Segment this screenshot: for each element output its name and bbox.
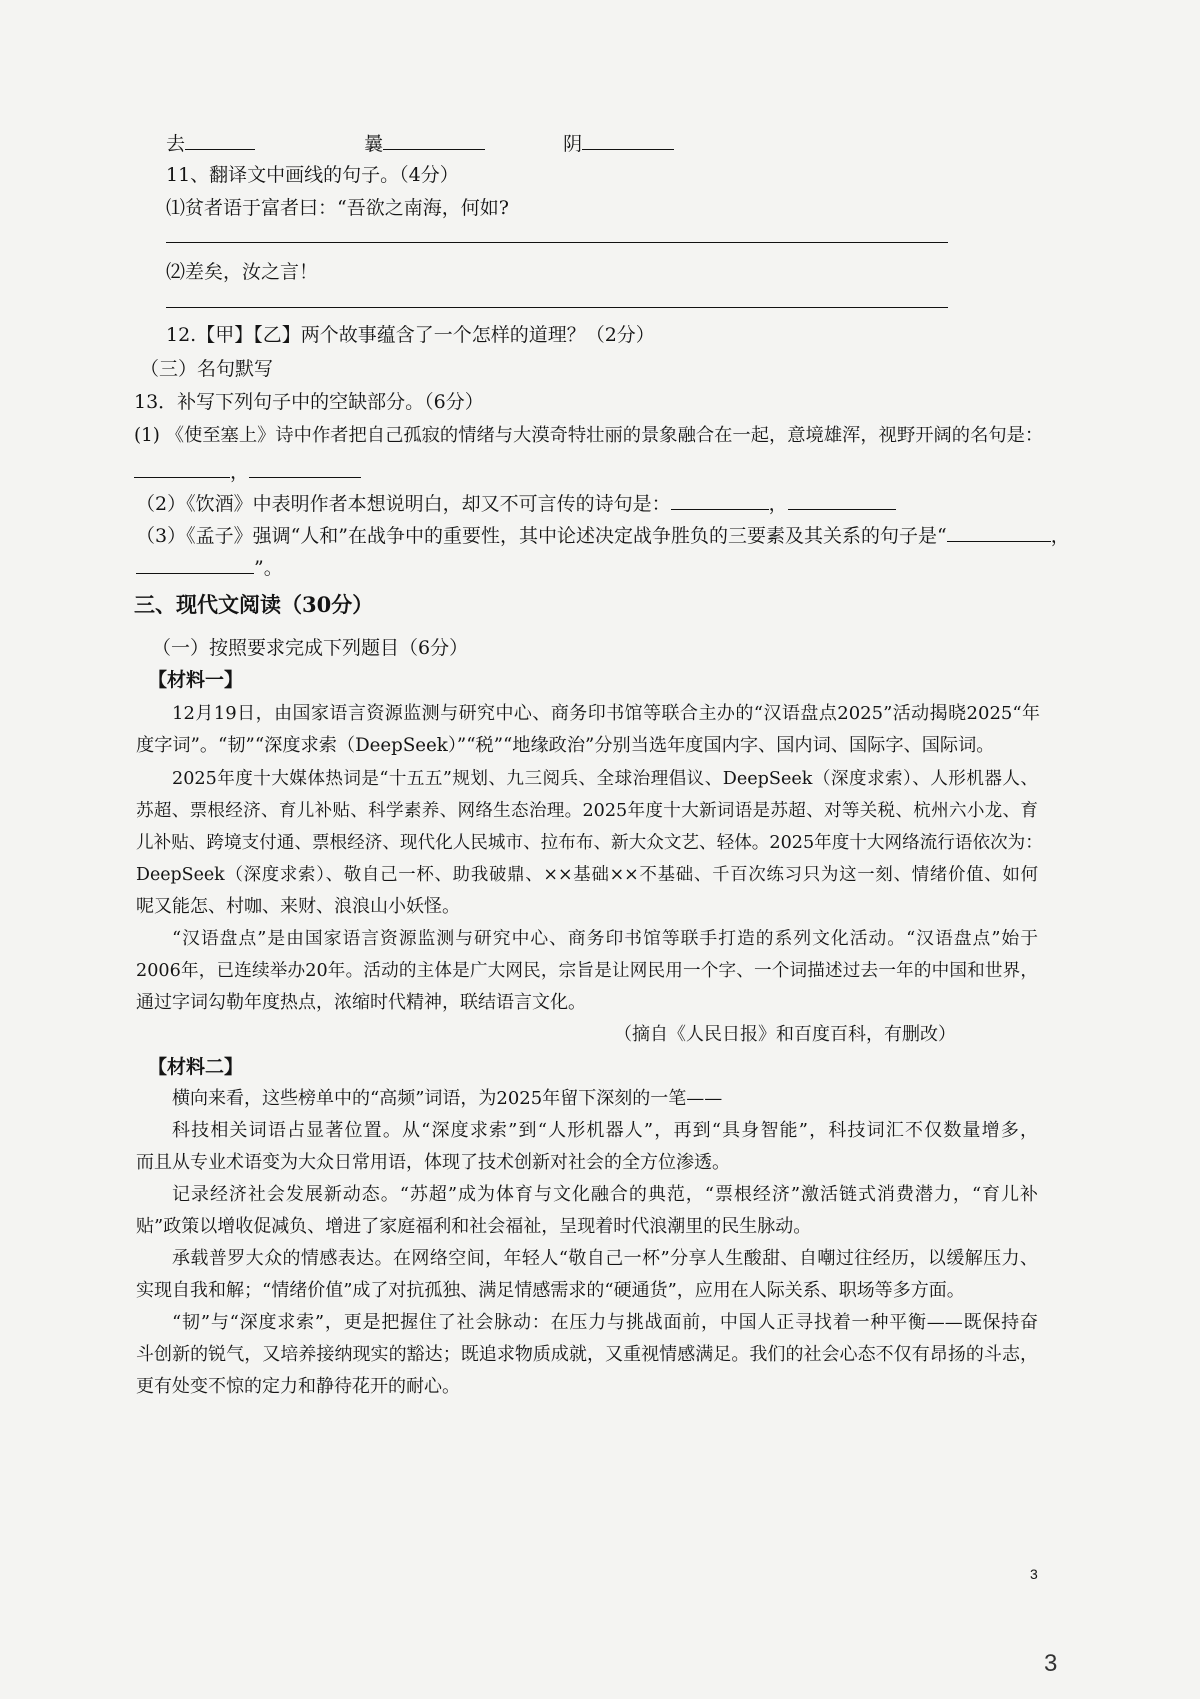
q13-1-comma: ， — [230, 461, 250, 483]
m1-p2-line3: 儿补贴、跨境支付通、票根经济、现代化人民城市、拉布布、新大众文艺、轻体。2025年度十大网络流行语依次为： — [136, 833, 1043, 853]
q13-2-text: （2）《饮酒》中表明作者本想说明白，却又不可言传的诗句是： — [136, 493, 671, 515]
q10-blank-row — [166, 129, 674, 157]
m1-p1-line1: 12月19日，由国家语言资源监测与研究中心、商务印书馆等联合主办的“汉语盘点2025”活动揭晓2025“年 — [172, 703, 1040, 724]
m2-p4-line2: 实现自我和解；“情绪价值”成了对抗孤独、满足情感需求的“硬通货”，应用在人际关系、职场等多方面。 — [136, 1280, 965, 1301]
q10-blank-b[interactable] — [383, 129, 485, 150]
m1-p2-line1: 2025年度十大媒体热词是“十五五”规划、九三阅兵、全球治理倡议、DeepSeek（深度求索）、人形机器人、 — [172, 769, 1038, 789]
q13-item-3 — [136, 521, 1070, 549]
m2-p3-line1: 记录经济社会发展新动态。“苏超”成为体育与文化融合的典范，“票根经济”激活链式消费潜力，“育儿补 — [172, 1184, 1038, 1205]
q13-item-2 — [136, 489, 896, 517]
q10-word-b: 曩 — [364, 133, 384, 155]
q11-sentence-2: ⑵差矣，汝之言！ — [166, 261, 319, 283]
m2-p1: 横向来看，这些榜单中的“高频”词语，为2025年留下深刻的一笔—— — [172, 1088, 723, 1109]
section-famous-lines: （三）名句默写 — [140, 358, 274, 380]
m2-p5-line1: “韧”与“深度求索”，更是把握住了社会脉动：在压力与挑战面前，中国人正寻找着一种平衡——既保持奋 — [172, 1312, 1038, 1333]
q11-title: 11、翻译文中画线的句子。（4分） — [166, 164, 459, 186]
q13-item-1: (1) 《使至塞上》诗中作者把自己孤寂的情绪与大漠奇特壮丽的景象融合在一起，意境雄浑，视野开阔的名句是： — [134, 425, 1044, 446]
page-number: 3 — [1030, 1566, 1038, 1582]
m2-p4-line1: 承载普罗大众的情感表达。在网络空间，年轻人“敬自己一杯”分享人生酸甜、自嘲过往经历，以缓解压力、 — [172, 1248, 1038, 1269]
m1-p3-line2: 2006年，已连续举办20年。活动的主体是广大网民，宗旨是让网民用一个字、一个词描述过去一年的中国和世界， — [136, 961, 1038, 981]
q10-word-c: 阴 — [563, 133, 583, 155]
q13-title: 13．补写下列句子中的空缺部分。（6分） — [134, 391, 484, 413]
m1-p2-line4: DeepSeek（深度求索）、敬自己一杯、助我破鼎、××基础××不基础、千百次练习只为这一刻、情绪价值、如何 — [136, 865, 1038, 885]
q13-1-blank-b[interactable] — [249, 457, 361, 478]
m2-p3-line2: 贴”政策以增收促减负、增进了家庭福利和社会福祉，呈现着时代浪潮里的民生脉动。 — [136, 1216, 812, 1237]
m1-p3-line1: “汉语盘点”是由国家语言资源监测与研究中心、商务印书馆等联手打造的系列文化活动。“汉语盘点”始于 — [172, 928, 1038, 949]
q13-3-comma: ， — [1050, 525, 1070, 547]
m1-p1-line2: 度字词”。“韧”“深度求索（DeepSeek）”“税”“地缘政治”分别当选年度国内字、国内词、国际字、国际词。 — [136, 735, 995, 756]
q13-item-3-cont — [136, 553, 283, 581]
m1-p3-line3: 通过字词勾勒年度热点，浓缩时代精神，联结语言文化。 — [136, 992, 586, 1013]
q12-title: 12.【甲】【乙】两个故事蕴含了一个怎样的道理？（2分） — [166, 324, 655, 346]
material2-label: 【材料二】 — [148, 1056, 244, 1078]
m1-source: （摘自《人民日报》和百度百科，有删改） — [614, 1024, 956, 1045]
q13-3-blank-b[interactable] — [136, 553, 254, 574]
m2-p5-line2: 斗创新的锐气，又培养接纳现实的豁达；既追求物质成就，又重视情感满足。我们的社会心态不仅有昂扬的斗志， — [136, 1344, 1038, 1365]
q13-item-1-blanks — [134, 457, 361, 485]
material1-label: 【材料一】 — [148, 669, 244, 691]
q13-2-blank-b[interactable] — [788, 489, 896, 510]
q13-3-blank-a[interactable] — [947, 521, 1051, 542]
part3-sub1: （一）按照要求完成下列题目（6分） — [152, 637, 469, 659]
q13-3-text: （3）《孟子》强调“人和”在战争中的重要性，其中论述决定战争胜负的三要素及其关系的句子是“ — [136, 525, 947, 547]
q13-2-blank-a[interactable] — [671, 489, 769, 510]
m2-p2-line2: 而且从专业术语变为大众日常用语，体现了技术创新对社会的全方位渗透。 — [136, 1152, 730, 1173]
corner-page-number: 3 — [1044, 1650, 1058, 1677]
part3-heading: 三、现代文阅读（30分） — [134, 592, 374, 617]
q13-3-close: ”。 — [254, 557, 283, 579]
m2-p2-line1: 科技相关词语占显著位置。从“深度求索”到“人形机器人”，再到“具身智能”，科技词汇不仅数量增多， — [172, 1120, 1038, 1141]
q11-answer-line-2[interactable] — [166, 307, 948, 308]
m2-p5-line3: 更有处变不惊的定力和静待花开的耐心。 — [136, 1376, 460, 1397]
q10-blank-a[interactable] — [185, 129, 255, 150]
q10-blank-c[interactable] — [582, 129, 674, 150]
q11-sentence-1: ⑴贫者语于富者曰：“吾欲之南海，何如? — [166, 197, 509, 219]
q11-answer-line-1[interactable] — [166, 242, 948, 243]
m1-p2-line2: 苏超、票根经济、育儿补贴、科学素养、网络生态治理。2025年度十大新词语是苏超、对等关税、杭州六小龙、育 — [136, 801, 1038, 821]
q10-word-a: 去 — [166, 133, 186, 155]
q13-2-comma: ， — [768, 493, 788, 515]
m1-p2-line5: 呢又能怎、村咖、来财、浪浪山小妖怪。 — [136, 896, 460, 917]
q13-1-blank-a[interactable] — [134, 457, 230, 478]
